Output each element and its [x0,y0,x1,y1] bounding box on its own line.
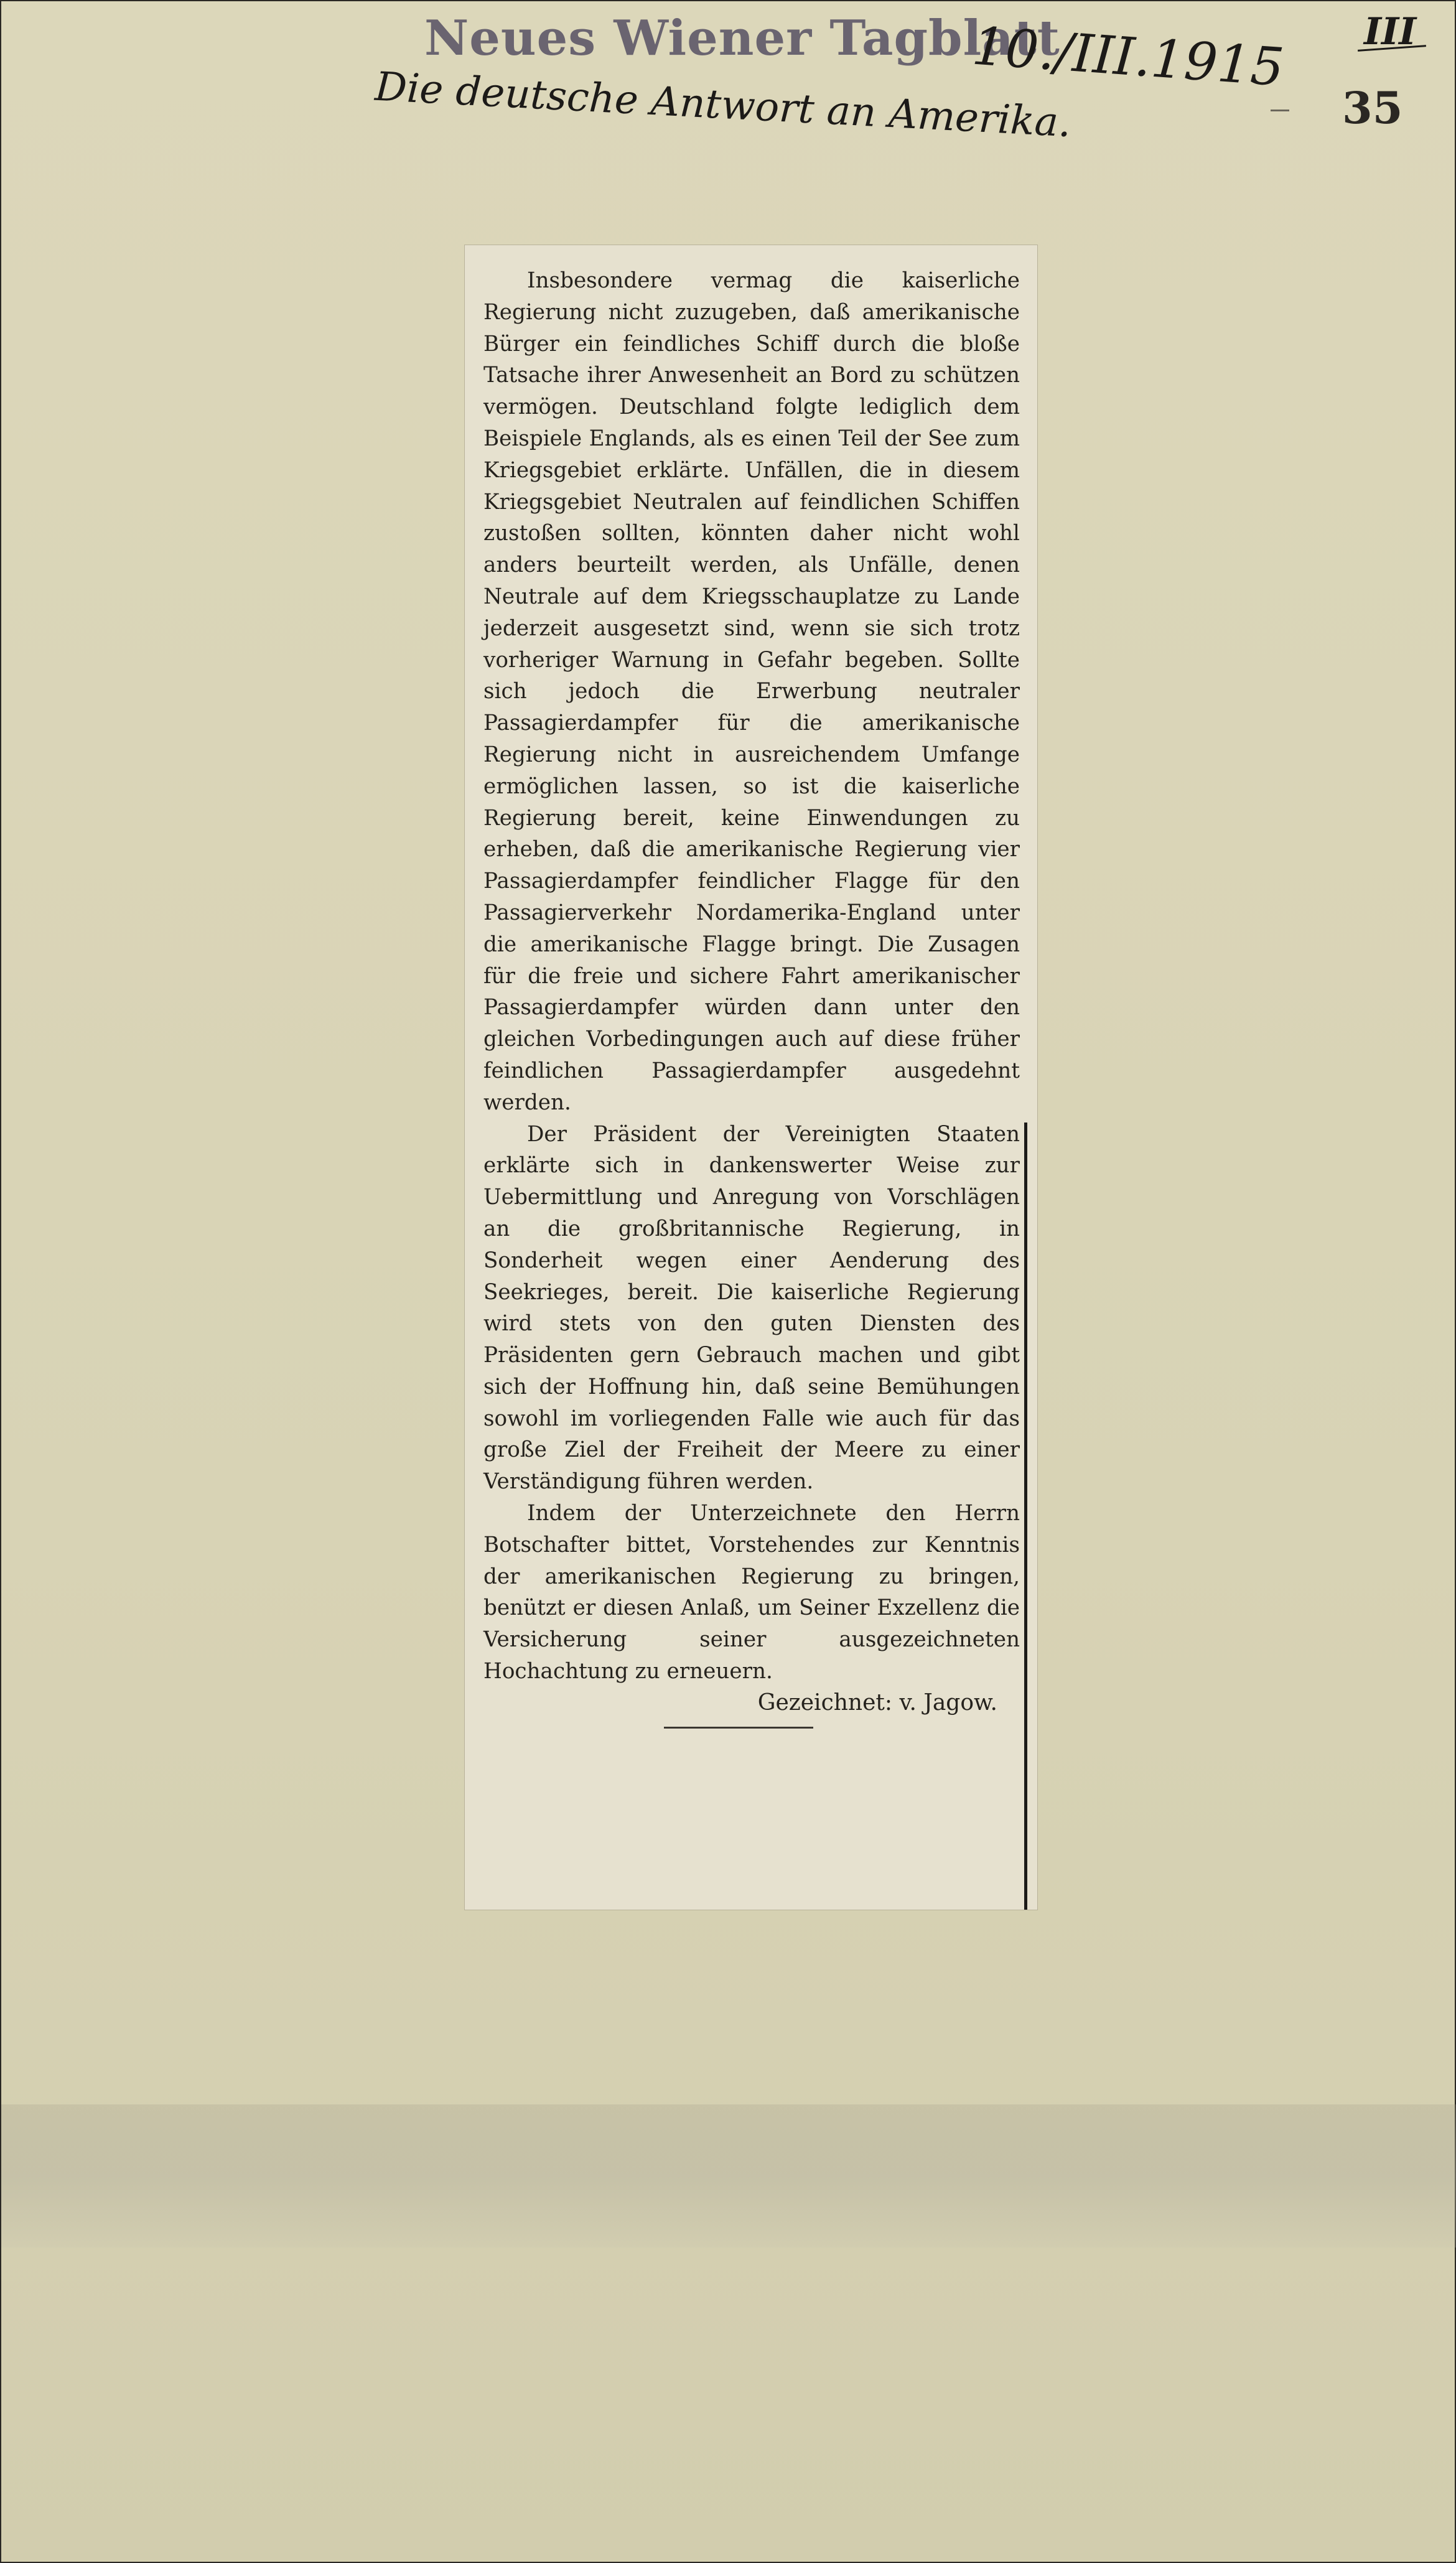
newspaper-stamp: Neues Wiener Tagblatt [424,10,1060,67]
signature-rule [664,1727,813,1729]
column-rule [1024,1123,1027,1910]
folio-dash [1271,110,1289,111]
handwritten-date: 10./III.1915 [970,15,1286,98]
roman-numeral: III [1364,10,1417,54]
paper-fold-shadow [1,2104,1456,2248]
newspaper-clipping [465,245,1037,1910]
article-paragraph-3: Indem der Unterzeichnete den Herrn Botschafter bittet, Vorstehendes zur Kenntnis der amerikanischen Regierung zu bringen, benützt er diesen Anlaß, um Seiner Exzellenz die Versicherung seiner ausgezeichneten Hochachtung zu erneuern. [483,1501,1020,1684]
article-paragraph-2: Der Präsident der Vereinigten Staaten erklärte sich in dankenswerter Weise zur Uebermittlung und Anregung von Vorschlägen an die großbritannische Regierung, in Sonderheit wegen einer Aenderung des Seekrieges, bereit. Die kaiserliche Regierung wird stets von den guten Diensten des Präsidenten gern Gebrauch machen und gibt sich der Hoffnung hin, daß seine Bemühungen sowohl im vorliegenden Falle wie auch für das große Ziel der Freiheit der Meere zu einer Verständigung führen werden. [483,1121,1020,1495]
folio-number: 35 [1342,82,1403,134]
signature: Gezeichnet: v. Jagow. [757,1689,997,1716]
article-paragraph-1: Insbesondere vermag die kaiserliche Regierung nicht zuzugeben, daß amerikanische Bürger ein feindliches Schiff durch die bloße Tatsache ihrer Anwesenheit an Bord zu schützen vermögen. Deutschland folgte lediglich dem Beispiele Englands, als es einen Teil der See zum Kriegsgebiet erklärte. Unfällen, die in diesem Kriegsgebiet Neutralen auf feindlichen Schiffen zustoßen sollten, könnten daher nicht wohl anders beurteilt werden, als Unfälle, denen Neutrale auf dem Kriegsschauplatze zu Lande jederzeit ausgesetzt sind, wenn sie sich trotz vorheriger Warnung in Gefahr begeben. Sollte sich jedoch die Erwerbung neutraler Passagierdampfer für die amerikanische Regierung nicht in ausreichendem Umfange ermöglichen lassen, so ist die kaiserliche Regierung bereit, keine Einwendungen zu erheben, daß die amerikanische Regierung vier Passagierdampfer feindlicher Flagge für den Passagierverkehr Nordamerika-England unter die amerikanische Flagge bringt. Die Zusagen für die freie und sichere Fahrt amerikanischer Passagierdampfer würden dann unter den gleichen Vorbedingungen auch auf diese früher feindlichen Passagierdampfer ausgedehnt werden. [483,268,1020,1115]
handwritten-title: Die deutsche Antwort an Amerika. [373,63,1073,147]
